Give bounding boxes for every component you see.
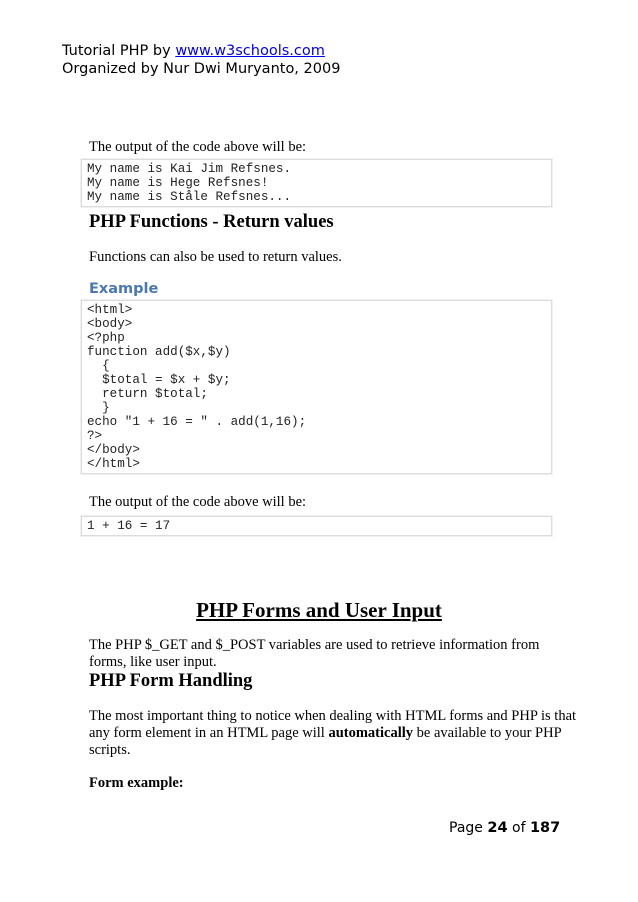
code-line: echo "1 + 16 = " . add(1,16); xyxy=(87,415,307,429)
code-line: function add($x,$y) xyxy=(87,345,231,359)
paragraph-text: be available to your PHP xyxy=(413,725,562,741)
form-handling-paragraph xyxy=(89,708,576,759)
code-line: My name is Kai Jim Refsnes. xyxy=(87,162,292,176)
emphasis-automatically: automatically xyxy=(328,725,414,741)
output-intro-2: The output of the code above will be: xyxy=(89,494,307,510)
code-line: return $total; xyxy=(87,387,208,401)
code-line: My name is Hege Refsnes! xyxy=(87,176,269,190)
form-example-label: Form example: xyxy=(89,775,184,791)
header-line-2: Organized by Nur Dwi Muryanto, 2009 xyxy=(62,61,341,77)
code-line: { xyxy=(87,359,110,373)
code-line: </html> xyxy=(87,457,140,471)
code-line: My name is Ståle Refsnes... xyxy=(87,190,292,204)
heading-form-handling: PHP Form Handling xyxy=(89,671,253,691)
code-line: </body> xyxy=(87,443,140,457)
paragraph-line-1: The most important thing to notice when dealing with HTML forms and PHP is that xyxy=(89,708,577,724)
code-line: 1 + 16 = 17 xyxy=(87,519,171,533)
w3schools-link[interactable]: www.w3schools.com xyxy=(175,43,325,59)
header-prefix: Tutorial PHP by xyxy=(62,43,176,59)
example-label: Example xyxy=(89,281,159,297)
paragraph-text: any form element in an HTML page will xyxy=(89,725,329,741)
page-word: Page xyxy=(449,820,483,836)
code-line: <html> xyxy=(87,303,133,317)
page-current: 24 xyxy=(487,820,508,836)
forms-intro-line-2: forms, like user input. xyxy=(89,654,217,670)
code-output-2 xyxy=(81,516,552,536)
page-number xyxy=(449,820,560,836)
return-values-text: Functions can also be used to return values. xyxy=(89,249,342,265)
code-line: <?php xyxy=(87,331,125,345)
code-line: $total = $x + $y; xyxy=(87,373,231,387)
header-line-1 xyxy=(62,42,340,60)
heading-return-values: PHP Functions - Return values xyxy=(89,212,334,232)
code-output-1 xyxy=(81,159,552,207)
code-example xyxy=(81,300,552,474)
page-total: 187 xyxy=(529,820,561,836)
paragraph-line-2 xyxy=(89,725,576,742)
paragraph-line-3: scripts. xyxy=(89,742,131,758)
of-word: of xyxy=(512,820,526,836)
forms-intro xyxy=(89,637,539,671)
code-line: <body> xyxy=(87,317,133,331)
code-line: } xyxy=(87,401,110,415)
code-line: ?> xyxy=(87,429,103,443)
output-intro-1: The output of the code above will be: xyxy=(89,139,307,155)
forms-intro-line-1: The PHP $_GET and $_POST variables are used to retrieve information from xyxy=(89,637,540,653)
forms-title: PHP Forms and User Input xyxy=(196,598,442,622)
document-header xyxy=(62,42,340,78)
